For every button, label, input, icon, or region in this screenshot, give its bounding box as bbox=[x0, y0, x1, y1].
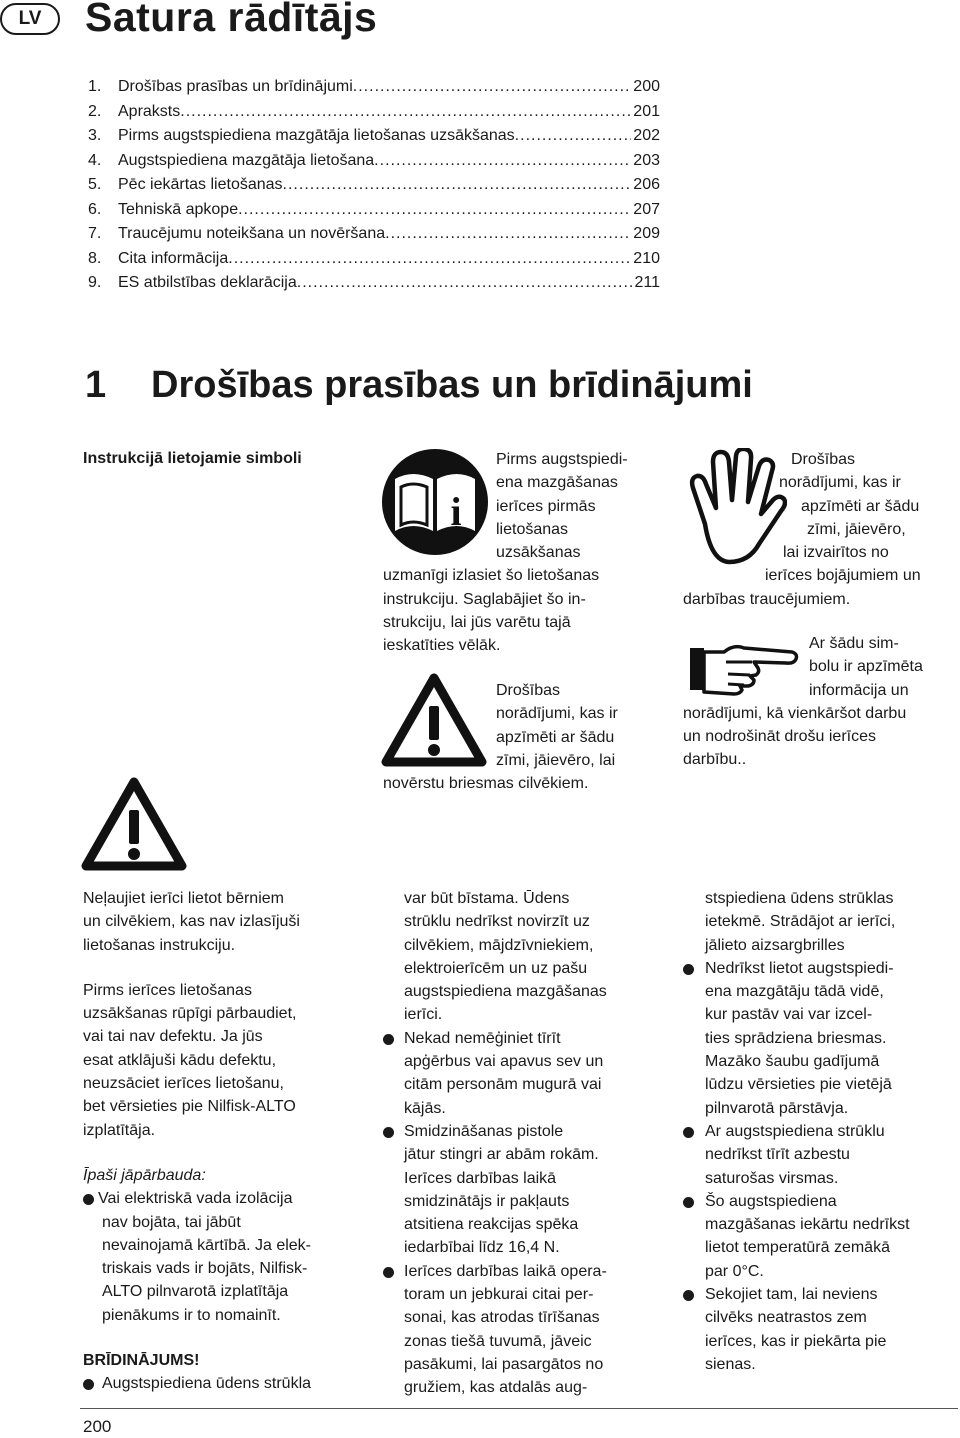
text-line: lūdzu vērsieties pie vietējā bbox=[705, 1076, 892, 1094]
footer-divider bbox=[80, 1408, 958, 1409]
text-line: instrukciju. Saglabājiet šo in- bbox=[383, 590, 586, 608]
text-line: sonai, kas atrodas tīrīšanas bbox=[404, 1309, 600, 1327]
text-line: ietekmē. Strādājot ar ierīci, bbox=[705, 913, 896, 931]
toc-title: Traucējumu noteikšana un novēršana bbox=[118, 225, 386, 242]
language-badge: LV bbox=[0, 3, 60, 35]
bullet-item bbox=[683, 1283, 958, 1376]
text-line: mazgāšanas iekārtu nedrīkst bbox=[705, 1216, 910, 1234]
toc-entry[interactable] bbox=[88, 250, 660, 275]
bullet-item bbox=[83, 1372, 368, 1395]
bullet-icon bbox=[683, 1127, 694, 1138]
bullet-icon bbox=[683, 964, 694, 975]
text-line: un cilvēkiem, kas nav izlasījuši bbox=[83, 913, 300, 931]
text-line: Pirms ierīces lietošanas bbox=[83, 981, 252, 999]
toc-title: Pirms augstspiediena mazgātāja lietošanas uzsākšanas bbox=[118, 127, 515, 144]
toc-entry[interactable] bbox=[88, 274, 660, 299]
paragraph bbox=[383, 887, 668, 1027]
toc-title: Augstspiediena mazgātāja lietošana bbox=[118, 151, 375, 169]
text-line: apzīmēti ar šādu bbox=[801, 497, 920, 515]
text-line: elektroierīcēm un uz pašu bbox=[404, 959, 588, 977]
text-line: izplatītāja. bbox=[83, 1121, 156, 1139]
toc-page: 203 bbox=[633, 151, 660, 169]
text-line: toram un jebkurai citai per- bbox=[404, 1286, 594, 1304]
text-line: informācija un bbox=[809, 681, 909, 699]
text-line: citām personām mugurā vai bbox=[404, 1076, 602, 1094]
toc-leader bbox=[297, 274, 633, 292]
bullet-item bbox=[383, 1027, 668, 1120]
toc-number: 5. bbox=[88, 176, 102, 193]
toc-entry[interactable] bbox=[88, 152, 660, 177]
toc-page: 207 bbox=[633, 200, 660, 218]
toc-page: 210 bbox=[633, 249, 660, 267]
text-line: lai izvairītos no bbox=[783, 544, 889, 562]
toc-leader bbox=[283, 176, 632, 194]
text-line: novērstu briesmas cilvēkiem. bbox=[383, 775, 589, 793]
page-number: 200 bbox=[83, 1417, 112, 1436]
text-line: uzsākšanas bbox=[496, 544, 581, 562]
bullet-item bbox=[683, 1190, 958, 1283]
text-line: Ierīces darbības laikā bbox=[404, 1169, 557, 1187]
text-line: bet vērsieties pie Nilfisk-ALTO bbox=[83, 1098, 296, 1116]
toc-entry[interactable] bbox=[88, 225, 660, 250]
toc-leader bbox=[353, 78, 632, 96]
text-line: Sekojiet tam, lai neviens bbox=[705, 1286, 878, 1304]
text-line: saturošas virsmas. bbox=[705, 1169, 839, 1187]
text-line: lietošanas instrukciju. bbox=[83, 936, 236, 954]
toc-number: 4. bbox=[88, 151, 102, 169]
manual-icon-letter: i bbox=[450, 489, 462, 534]
text-line: bolu ir apzīmēta bbox=[809, 658, 923, 676]
text-line: esat atklājuši kādu defektu, bbox=[83, 1051, 277, 1069]
text-line: triskais vads ir bojāts, Nilfisk- bbox=[102, 1260, 308, 1278]
table-of-contents bbox=[88, 78, 660, 299]
text-line: jātur stingri ar abām rokām. bbox=[404, 1146, 599, 1164]
toc-page: 209 bbox=[633, 225, 660, 242]
text-line: darbību.. bbox=[683, 751, 747, 769]
text-line: ieskatīties vēlāk. bbox=[383, 637, 501, 655]
bullet-item bbox=[83, 1187, 368, 1327]
text-line: norādījumi, kas ir bbox=[779, 474, 901, 492]
text-line: lietot temperatūrā zemākā bbox=[705, 1239, 890, 1257]
text-line: Drošības bbox=[791, 451, 856, 468]
section-title: Drošības prasības un brīdinājumi bbox=[151, 364, 753, 406]
toc-page: 201 bbox=[633, 102, 660, 120]
toc-title: Apraksts bbox=[118, 102, 181, 120]
page-title: Satura rādītājs bbox=[85, 0, 378, 40]
text-line: Vai elektriskā vada izolācija bbox=[98, 1190, 293, 1208]
symbols-heading: Instrukcijā lietojamie simboli bbox=[83, 450, 302, 467]
bullet-item bbox=[683, 1120, 958, 1190]
text-line: Ar augstspiediena strūklu bbox=[705, 1122, 885, 1140]
text-line: ena mazgātāju tādā vidē, bbox=[705, 983, 884, 1001]
bullet-item bbox=[683, 957, 958, 1120]
large-warning-triangle-icon bbox=[80, 776, 188, 872]
text-line: strukciju, lai jūs varētu tajā bbox=[383, 614, 571, 632]
text-line: Augstspiediena ūdens strūkla bbox=[102, 1375, 312, 1393]
text-line: ties sprādziena briesmas. bbox=[705, 1029, 887, 1047]
toc-leader bbox=[238, 201, 631, 219]
toc-entry[interactable] bbox=[88, 78, 660, 103]
toc-leader bbox=[228, 250, 631, 268]
text-line: kur pastāv vai var izcel- bbox=[705, 1006, 873, 1024]
text-line: nav bojāta, tai jābūt bbox=[102, 1213, 241, 1231]
text-line: neuzsāciet ierīces lietošanu, bbox=[83, 1075, 284, 1093]
text-line: Drošības bbox=[496, 682, 561, 699]
paragraph bbox=[83, 887, 368, 957]
text-line: ierīces pirmās bbox=[496, 497, 596, 515]
text-line: Mazāko šaubu gadījumā bbox=[705, 1053, 880, 1071]
paragraph bbox=[683, 887, 958, 957]
bullet-icon bbox=[383, 1034, 394, 1045]
toc-number: 7. bbox=[88, 225, 102, 242]
special-check-label: Īpaši jāpārbauda: bbox=[83, 1166, 206, 1184]
text-line: zonas tiešā tuvumā, jāveic bbox=[404, 1332, 592, 1350]
text-line: atsitiena reakcijas spēka bbox=[404, 1216, 579, 1234]
toc-page: 200 bbox=[633, 78, 660, 95]
text-line: Nedrīkst lietot augstspiedi- bbox=[705, 959, 894, 977]
text-line: zīmi, jāievēro, bbox=[807, 520, 906, 538]
pointer-symbol-text bbox=[683, 632, 955, 772]
toc-title: Pēc iekārtas lietošanas bbox=[118, 176, 283, 193]
toc-number: 9. bbox=[88, 274, 102, 291]
bullet-icon bbox=[683, 1290, 694, 1301]
warning-label: BRĪDINĀJUMS! bbox=[83, 1352, 200, 1370]
toc-page: 211 bbox=[634, 274, 660, 291]
text-line: Smidzināšanas pistole bbox=[404, 1122, 564, 1140]
toc-title: Tehniskā apkope bbox=[118, 200, 239, 218]
text-line: par 0°C. bbox=[705, 1262, 764, 1280]
toc-leader bbox=[385, 225, 631, 243]
toc-entry[interactable] bbox=[88, 127, 660, 152]
bullet-icon bbox=[383, 1267, 394, 1278]
text-line: cilvēks neatrastos zem bbox=[705, 1309, 867, 1327]
toc-title: ES atbilstības deklarācija bbox=[118, 274, 297, 291]
bullet-item bbox=[383, 1120, 668, 1260]
toc-title: Drošības prasības un brīdinājumi bbox=[118, 78, 353, 95]
body-column-3 bbox=[683, 887, 958, 1376]
hand-symbol-text bbox=[683, 448, 955, 611]
text-line: zīmi, jāievēro, lai bbox=[496, 751, 616, 769]
text-line: Pirms augstspiedi- bbox=[496, 451, 628, 468]
body-column-1 bbox=[83, 887, 368, 1396]
text-line: ierīci. bbox=[404, 1006, 443, 1024]
text-line: gružiem, kas atdalās aug- bbox=[404, 1379, 588, 1397]
text-line: stspiediena ūdens strūklas bbox=[705, 890, 894, 907]
text-line: darbības traucējumiem. bbox=[683, 590, 851, 608]
text-line: pasākumi, lai pasargātos no bbox=[404, 1355, 604, 1373]
text-line: smidzinātājs ir pakļauts bbox=[404, 1192, 570, 1210]
toc-number: 3. bbox=[88, 127, 102, 144]
toc-page: 206 bbox=[633, 176, 660, 193]
bullet-icon bbox=[383, 1127, 394, 1138]
toc-leader bbox=[515, 127, 632, 145]
text-line: lietošanas bbox=[496, 520, 569, 538]
text-line: jālieto aizsargbrilles bbox=[705, 936, 845, 954]
text-line: pilnvarotā pārstāvja. bbox=[705, 1099, 849, 1117]
text-line: vai tai nav defektu. Ja jūs bbox=[83, 1028, 263, 1046]
bullet-item bbox=[383, 1260, 668, 1400]
text-line: uzmanīgi izlasiet šo lietošanas bbox=[383, 567, 600, 585]
text-line: Neļaujiet ierīci lietot bērniem bbox=[83, 890, 284, 907]
toc-number: 2. bbox=[88, 102, 102, 120]
text-line: kājās. bbox=[404, 1099, 446, 1117]
text-line: ena mazgāšanas bbox=[496, 474, 618, 492]
toc-leader bbox=[374, 152, 631, 170]
section-number: 1 bbox=[85, 364, 107, 406]
text-line: apzīmēti ar šādu bbox=[496, 728, 615, 746]
text-line: uzsākšanas rūpīgi pārbaudiet, bbox=[83, 1005, 297, 1023]
bullet-icon bbox=[683, 1197, 694, 1208]
section-heading bbox=[85, 364, 753, 407]
body-column-2 bbox=[383, 887, 668, 1400]
text-line: augstspiediena mazgāšanas bbox=[404, 983, 607, 1001]
manual-symbol-text bbox=[383, 448, 665, 658]
text-line: nevainojamā kārtībā. Ja elek- bbox=[102, 1236, 311, 1254]
text-line: Nekad nemēģiniet tīrīt bbox=[404, 1029, 561, 1047]
text-line: ierīces bojājumiem un bbox=[765, 567, 921, 585]
text-line: norādījumi, kas ir bbox=[496, 705, 618, 723]
text-line: ALTO pilnvarotā izplatītāja bbox=[102, 1283, 289, 1301]
text-line: Ar šādu sim- bbox=[809, 635, 899, 652]
text-line: pienākums ir to nomainīt. bbox=[102, 1306, 281, 1324]
text-line: Ierīces darbības laikā opera- bbox=[404, 1262, 607, 1280]
text-line: iedarbībai līdz 16,4 N. bbox=[404, 1239, 560, 1257]
toc-title: Cita informācija bbox=[118, 249, 229, 267]
text-line: strūklu nedrīkst novirzīt uz bbox=[404, 913, 590, 931]
warning-symbol-text bbox=[383, 679, 665, 795]
text-line: norādījumi, kā vienkāršot darbu bbox=[683, 704, 907, 722]
text-line: sienas. bbox=[705, 1355, 756, 1373]
text-line: var būt bīstama. Ūdens bbox=[404, 890, 570, 907]
toc-entry[interactable] bbox=[88, 201, 660, 226]
text-line: un nodrošināt drošu ierīces bbox=[683, 728, 876, 746]
toc-leader bbox=[180, 103, 631, 121]
toc-number: 6. bbox=[88, 200, 102, 218]
toc-entry[interactable] bbox=[88, 176, 660, 201]
text-line: apģērbus vai apavus sev un bbox=[404, 1053, 604, 1071]
text-line: cilvēkiem, mājdzīvniekiem, bbox=[404, 936, 594, 954]
toc-entry[interactable] bbox=[88, 103, 660, 128]
text-line: nedrīkst tīrīt azbestu bbox=[705, 1146, 850, 1164]
text-line: Šo augstspiediena bbox=[705, 1192, 837, 1210]
toc-number: 1. bbox=[88, 78, 102, 95]
text-line: ierīces, kas ir piekārta pie bbox=[705, 1332, 887, 1350]
toc-page: 202 bbox=[633, 127, 660, 144]
paragraph bbox=[83, 979, 368, 1142]
toc-number: 8. bbox=[88, 249, 102, 267]
